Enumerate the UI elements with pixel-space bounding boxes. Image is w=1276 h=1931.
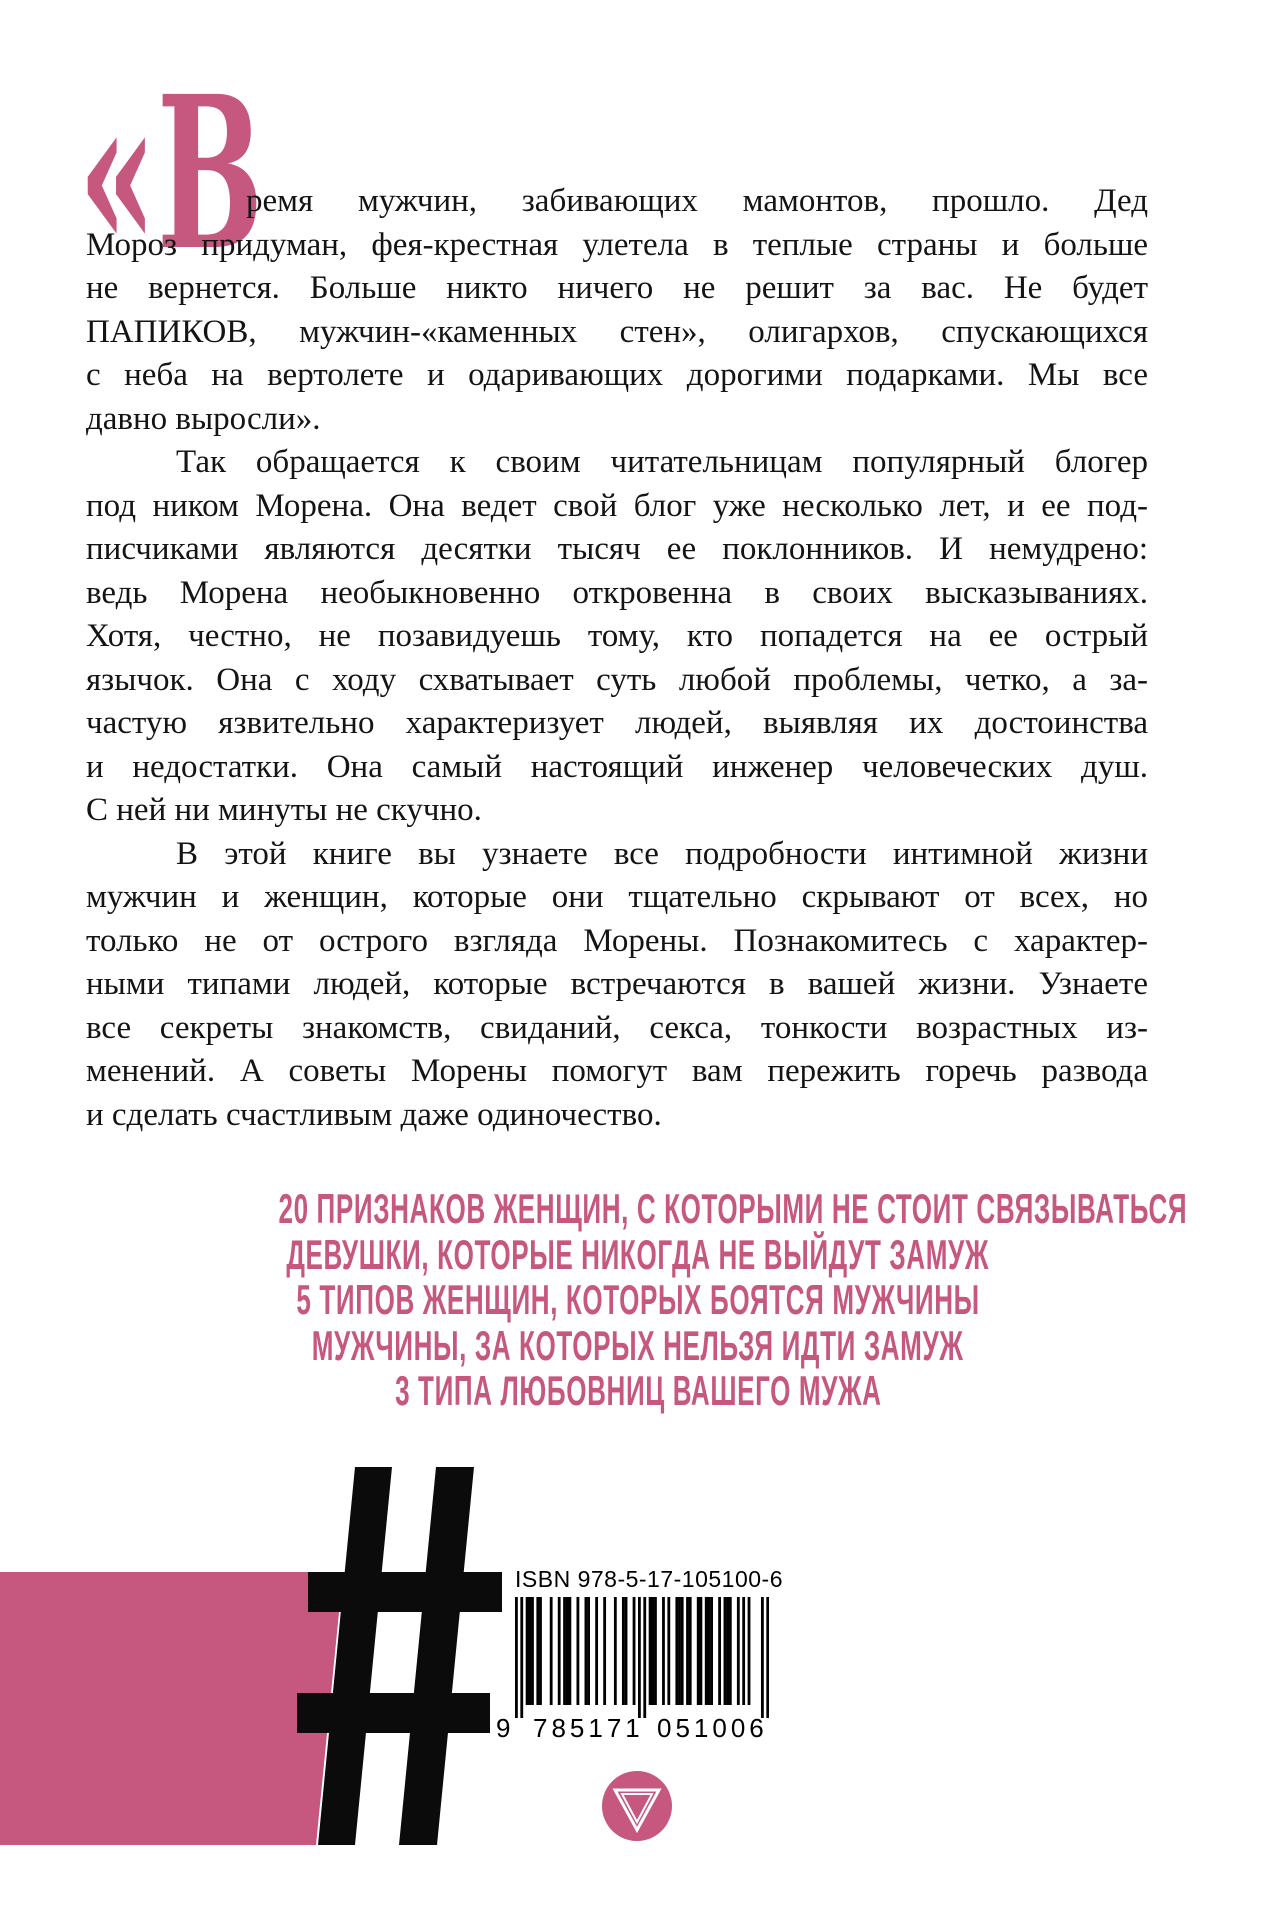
- highlight-line: 3 ТИПА ЛЮБОВНИЦ ВАШЕГО МУЖА: [394, 1367, 882, 1414]
- annotation-line: под ником Морена. Она ведет свой блог уже несколько лет, и ее под-: [86, 487, 1148, 524]
- annotation-line: Мороз придуман, фея-крестная улетела в теплые страны и больше: [86, 226, 1148, 263]
- annotation-line: Хотя, честно, не позавидуешь тому, кто попадется на ее острый: [86, 618, 1148, 654]
- drop-cap: «В: [78, 50, 264, 297]
- annotation-line: не вернется. Больше никто ничего не решит за вас. Не будет: [86, 270, 1148, 306]
- annotation-line: частую язвительно характеризует людей, выявляя их достоинства: [86, 705, 1148, 741]
- isbn-label: ISBN 978-5-17-105100-6: [515, 1566, 783, 1592]
- annotation-line: и недостатки. Она самый настоящий инженер человеческих душ.: [86, 748, 1148, 785]
- annotation-line: ремя мужчин, забивающих мамонтов, прошло. Дед: [246, 183, 1148, 219]
- pink-band: [0, 1572, 343, 1845]
- annotation-line: ПАПИКОВ, мужчин-«каменных стен», олигархов, спускающихся: [86, 313, 1148, 350]
- highlight-line: МУЖЧИНЫ, ЗА КОТОРЫХ НЕЛЬЗЯ ИДТИ ЗАМУЖ: [312, 1321, 964, 1369]
- annotation-line: давно выросли».: [86, 400, 321, 437]
- barcode-digit-group: 051006: [657, 1713, 768, 1743]
- annotation-line: мужчин и женщин, которые они тщательно скрывают от всех, но: [86, 879, 1148, 915]
- highlight-line: ДЕВУШКИ, КОТОРЫЕ НИКОГДА НЕ ВЫЙДУТ ЗАМУЖ: [286, 1230, 990, 1278]
- publisher-logo-icon: [595, 1764, 679, 1848]
- barcode-digit-group: 785171: [533, 1713, 644, 1743]
- ean13-barcode: [515, 1597, 769, 1719]
- annotation-line: писчиками являются десятки тысяч ее поклонников. И немудрено:: [86, 531, 1148, 567]
- annotation-line: ведь Морена необыкновенно откровенна в своих высказываниях.: [86, 574, 1148, 611]
- annotation-line: менений. А советы Морены помогут вам пережить горечь развода: [86, 1053, 1148, 1089]
- annotation-line: и сделать счастливым даже одиночество.: [86, 1096, 662, 1133]
- annotation-line: Так обращается к своим читательницам популярный блогер: [176, 444, 1148, 480]
- annotation-text: [86, 180, 1148, 1137]
- highlight-list: [0, 1186, 1276, 1414]
- annotation-line: все секреты знакомств, свиданий, секса, тонкости возрастных из-: [86, 1009, 1148, 1046]
- annotation-line: язычок. Она с ходу схватывает суть любой проблемы, четко, а за-: [86, 661, 1148, 698]
- annotation-line: С ней ни минуты не скучно.: [86, 792, 482, 828]
- annotation-line: В этой книге вы узнаете все подробности интимной жизни: [176, 835, 1148, 872]
- barcode-digit-group: 9: [496, 1713, 511, 1743]
- annotation-line: с неба на вертолете и одаривающих дорогими подарками. Мы все: [86, 357, 1148, 393]
- highlight-line: 5 ТИПОВ ЖЕНЩИН, КОТОРЫХ БОЯТСЯ МУЖЧИНЫ: [296, 1276, 980, 1323]
- highlight-line: 20 ПРИЗНАКОВ ЖЕНЩИН, С КОТОРЫМИ НЕ СТОИТ СВЯЗЫВАТЬСЯ: [278, 1185, 1188, 1232]
- annotation-line: ными типами людей, которые встречаются в вашей жизни. Узнаете: [86, 966, 1148, 1002]
- annotation-line: только не от острого взгляда Морены. Познакомитесь с характер-: [86, 922, 1148, 959]
